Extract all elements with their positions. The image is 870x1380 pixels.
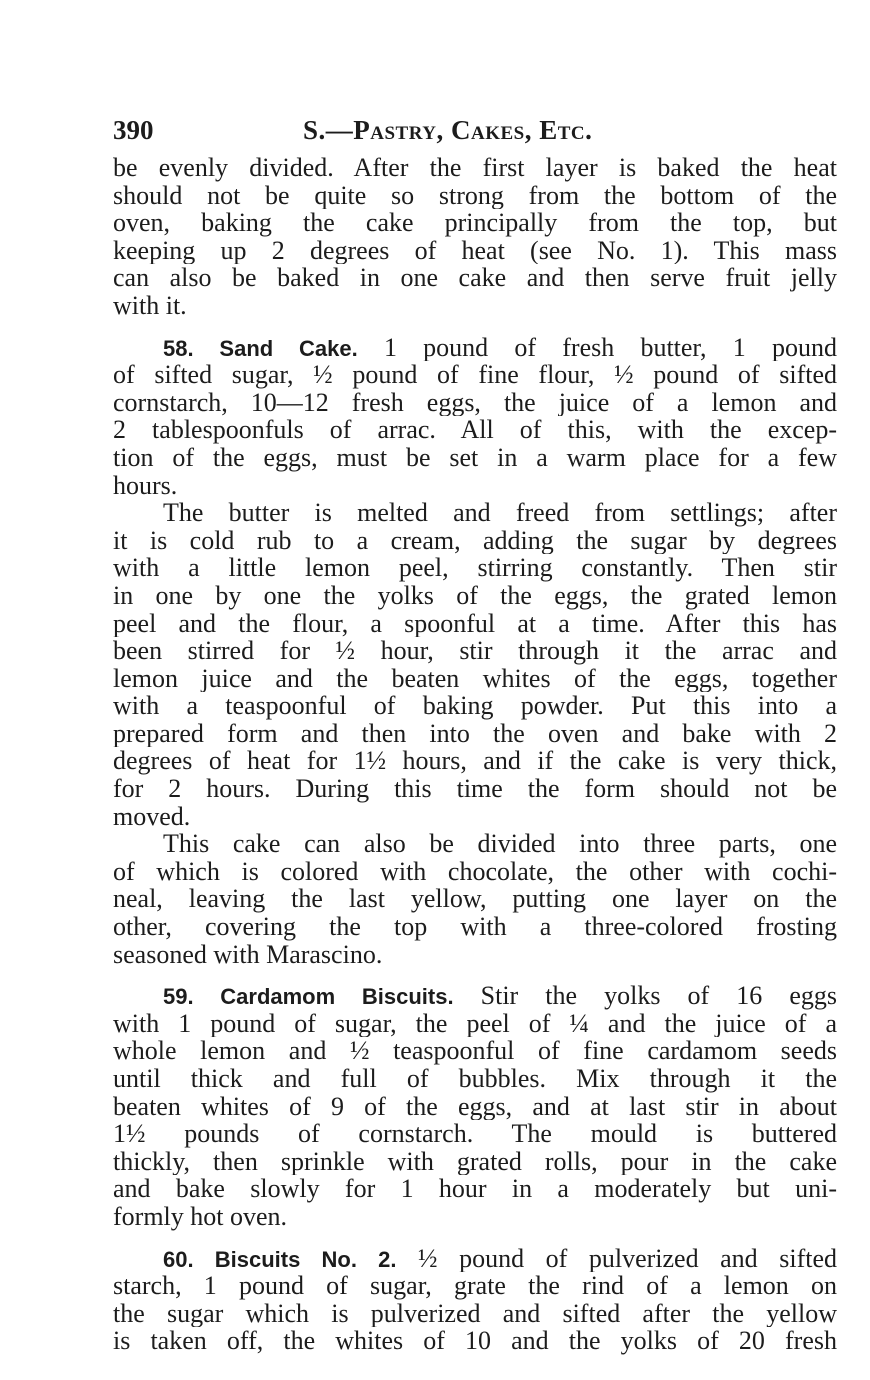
paragraph-continuation — [113, 154, 837, 320]
text-line: 59. Cardamom Biscuits. Stir the yolks of 16 eggs — [163, 982, 837, 1010]
text-line: cornstarch, 10—12 fresh eggs, the juice of a lemon and — [113, 388, 837, 417]
text-line: the sugar which is pulverized and sifted after the yellow — [113, 1299, 837, 1328]
running-header — [113, 110, 753, 150]
text-line: thickly, then sprinkle with grated rolls, pour in the cake — [113, 1147, 837, 1176]
text-line: This cake can also be divided into three parts, one — [163, 830, 837, 858]
text-line: oven, baking the cake principally from the top, but — [113, 209, 837, 237]
text-line: hours. — [113, 471, 178, 500]
text-line: starch, 1 pound of sugar, grate the rind of a lemon on — [113, 1272, 837, 1300]
text-line: is taken off, the whites of 10 and the yolks of 20 fresh — [113, 1327, 837, 1355]
recipe-heading: 58. Sand Cake. — [163, 335, 358, 361]
text-line: been stirred for ½ hour, stir through it the arrac and — [113, 637, 837, 665]
text-line: until thick and full of bubbles. Mix through it the — [113, 1065, 837, 1093]
text-line: should not be quite so strong from the bottom of the — [113, 181, 837, 210]
recipe-heading: 59. Cardamom Biscuits. — [163, 984, 454, 1010]
text-line: be evenly divided. After the first layer is baked the heat — [113, 154, 837, 182]
text-line: other, covering the top with a three-colored frosting — [113, 913, 837, 941]
text-line: tion of the eggs, must be set in a warm place for a few — [113, 443, 837, 472]
text-line: The butter is melted and freed from settlings; after — [163, 499, 837, 527]
text-line: for 2 hours. During this time the form should not be — [113, 775, 837, 803]
section-title: S.—Pastry, Cakes, Etc. — [303, 115, 593, 145]
page-body — [113, 154, 837, 1355]
text-line: whole lemon and ½ teaspoonful of fine cardamom seeds — [113, 1037, 837, 1065]
text-line: peel and the flour, a spoonful at a time. After this has — [113, 609, 837, 638]
text-line: can also be baked in one cake and then serve fruit jelly — [113, 264, 837, 292]
text-line: lemon juice and the beaten whites of the eggs, together — [113, 664, 837, 693]
paragraph — [113, 830, 837, 968]
text-line: 58. Sand Cake. 1 pound of fresh butter, 1 pound — [163, 333, 837, 362]
recipe-58 — [113, 334, 837, 500]
text-line: 60. Biscuits No. 2. ½ pound of pulverized and sifted — [163, 1244, 837, 1273]
text-line: formly hot oven. — [113, 1202, 288, 1231]
text-line: with it. — [113, 291, 187, 320]
text-line: and bake slowly for 1 hour in a moderately but uni- — [113, 1175, 837, 1203]
text-line: of which is colored with chocolate, the other with cochi- — [113, 857, 837, 886]
text-line: degrees of heat for 1½ hours, and if the cake is very thick, — [113, 747, 837, 776]
text-line: neal, leaving the last yellow, putting one layer on the — [113, 885, 837, 914]
paragraph — [113, 499, 837, 830]
text-line: of sifted sugar, ½ pound of fine flour, ½ pound of sifted — [113, 361, 837, 389]
text-line: prepared form and then into the oven and bake with 2 — [113, 719, 837, 748]
text-line: moved. — [113, 802, 191, 831]
text-line: beaten whites of 9 of the eggs, and at last stir in about — [113, 1092, 837, 1121]
recipe-59 — [113, 982, 837, 1230]
text-line: with a little lemon peel, stirring constantly. Then stir — [113, 554, 837, 582]
text-line: 2 tablespoonfuls of arrac. All of this, with the excep- — [113, 416, 837, 444]
page-number: 390 — [113, 115, 154, 145]
text-line: 1½ pounds of cornstarch. The mould is buttered — [113, 1120, 837, 1148]
text-line: seasoned with Marascino. — [113, 940, 383, 969]
text-line: with 1 pound of sugar, the peel of ¼ and the juice of a — [113, 1009, 837, 1038]
recipe-60 — [113, 1245, 837, 1355]
recipe-heading: 60. Biscuits No. 2. — [163, 1246, 397, 1272]
text-line: it is cold rub to a cream, adding the sugar by degrees — [113, 526, 837, 555]
text-line: keeping up 2 degrees of heat (see No. 1). This mass — [113, 236, 837, 265]
text-line: in one by one the yolks of the eggs, the grated lemon — [113, 581, 837, 610]
text-line: with a teaspoonful of baking powder. Put this into a — [113, 692, 837, 720]
